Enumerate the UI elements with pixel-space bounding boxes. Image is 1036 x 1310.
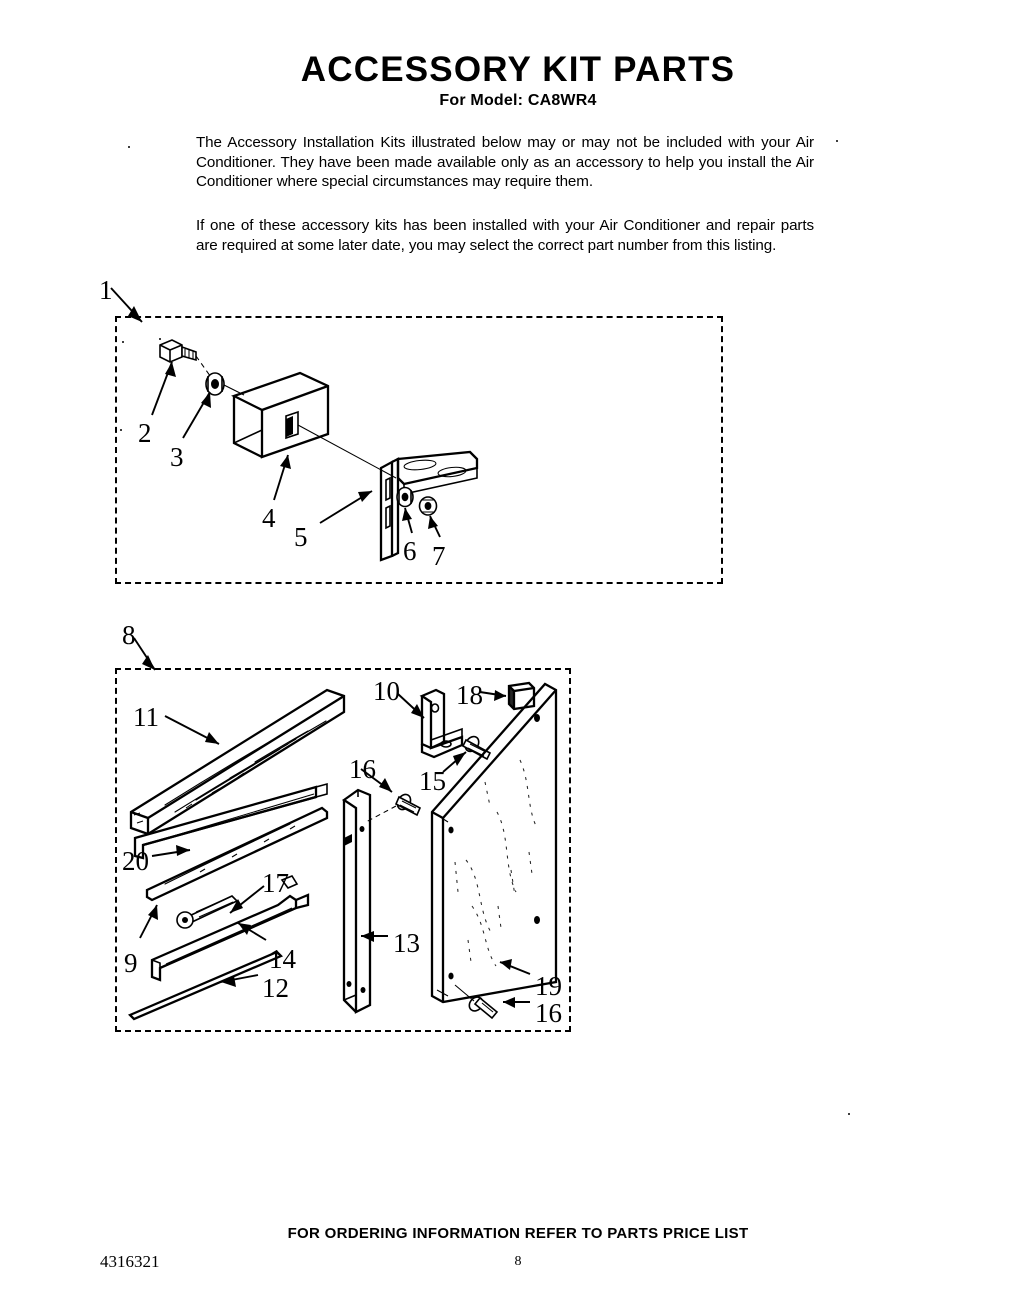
- part-9-seal-strip: [147, 808, 327, 900]
- part-13-vertical-channel: [344, 790, 370, 1012]
- document-number: 4316321: [100, 1252, 160, 1271]
- part-19-panel: [432, 680, 556, 1002]
- part-16-screw-upper: [395, 792, 420, 815]
- part-17-fastener: [177, 896, 237, 928]
- ordering-information-note: FOR ORDERING INFORMATION REFER TO PARTS PRICE LIST: [287, 1225, 749, 1242]
- page-number: 8: [514, 1254, 522, 1269]
- callout-1: 1: [99, 275, 113, 305]
- callout-20: 20: [122, 846, 149, 876]
- callout-4: 4: [262, 503, 276, 533]
- callout-14: 14: [269, 944, 296, 974]
- part-15-screw: [462, 734, 490, 759]
- callout-17: 17: [262, 868, 289, 898]
- callout-13: 13: [393, 928, 420, 958]
- callout-11: 11: [133, 702, 159, 732]
- model-subtitle: For Model: CA8WR4: [439, 92, 597, 109]
- part-20-rail: [135, 784, 327, 858]
- callout-10: 10: [373, 676, 400, 706]
- callout-3: 3: [170, 442, 184, 472]
- callout-19: 19: [535, 971, 562, 1001]
- part-18-cap-plug: [509, 683, 534, 709]
- callout-2: 2: [138, 418, 152, 448]
- callout-15: 15: [419, 766, 446, 796]
- callout-16-lower: 16: [535, 998, 562, 1028]
- callout-18: 18: [456, 680, 483, 710]
- callout-12: 12: [262, 973, 289, 1003]
- page-title: ACCESSORY KIT PARTS: [300, 50, 736, 89]
- callout-5: 5: [294, 522, 308, 552]
- callout-9: 9: [124, 948, 138, 978]
- callout-16-upper: 16: [349, 754, 376, 784]
- callout-6: 6: [403, 536, 417, 566]
- callout-7: 7: [432, 541, 446, 571]
- intro-paragraph-1: The Accessory Installation Kits illustrated below may or may not be included with your Air Conditioner. They have been made available only as an accessory to help you install the Air Conditioner where special circumstances may require them.: [196, 134, 814, 190]
- callout-8: 8: [122, 620, 136, 650]
- intro-paragraph-2: If one of these accessory kits has been installed with your Air Conditioner and repair parts are required at some later date, you may select the correct part number from this listing.: [196, 217, 814, 254]
